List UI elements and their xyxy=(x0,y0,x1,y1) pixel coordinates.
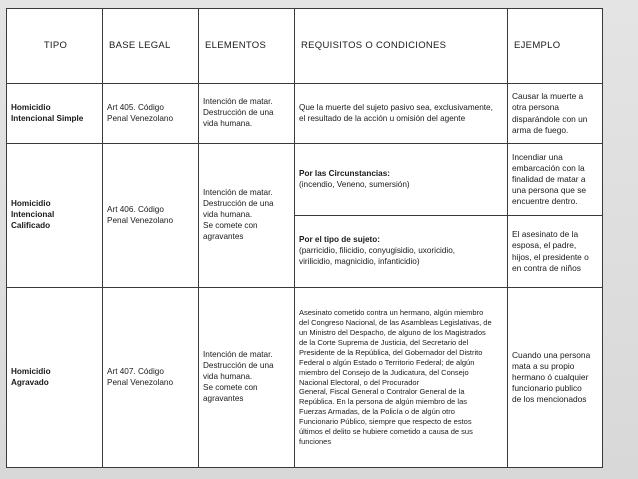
cell-ejemplo: Causar la muerte a otra persona disparándole con un arma de fuego. xyxy=(508,84,603,144)
cell-ejemplo: Cuando una persona mata a su propio hermano ó cualquier funcionario publico de los mencionados xyxy=(508,288,603,468)
cell-base: Art 405. Código Penal Venezolano xyxy=(103,84,199,144)
cell-ejemplo-sujeto: El asesinato de la esposa, el padre, hijos, el presidente o en contra de niños xyxy=(508,216,603,288)
legal-comparison-table xyxy=(6,8,603,468)
header-requisitos: REQUISITOS O CONDICIONES xyxy=(295,9,508,84)
cell-requisitos: Asesinato cometido contra un hermano, algún miembro del Congreso Nacional, de las Asambleas Legislativas, de un Ministro del Despacho, de alguno de los Magistrados de la Corte Suprema de Justicia, del Secretario del Presidente de la República, del Gobernador del Distrito Federal o algún Estado o Territorio Federal; de algún miembro del Consejo de la Judicatura, del Consejo Nacional Electoral, o del Procurador General, Fiscal General o Contralor General de la República. En la persona de algún miembro de las Fuerzas Armadas, de la Policía o de algún otro Funcionario Público, siempre que respecto de estos últimos el delito se hubiere cometido a causa de sus funciones xyxy=(295,288,508,468)
cell-requisitos-sujeto xyxy=(295,216,508,288)
cell-requisitos-circunstancias xyxy=(295,144,508,216)
cell-tipo: Homicidio Agravado xyxy=(7,288,103,468)
cell-elementos: Intención de matar. Destrucción de una vida humana. Se comete con agravantes xyxy=(199,144,295,288)
cell-base: Art 406. Código Penal Venezolano xyxy=(103,144,199,288)
table-row xyxy=(7,144,603,216)
header-base-legal: BASE LEGAL xyxy=(103,9,199,84)
cell-tipo: Homicidio Intencional Calificado xyxy=(7,144,103,288)
cell-elementos: Intención de matar. Destrucción de una vida humana. xyxy=(199,84,295,144)
requisitos-sujeto-title: Por el tipo de sujeto: xyxy=(299,235,380,245)
header-elementos: ELEMENTOS xyxy=(199,9,295,84)
requisitos-sujeto-text: (parricidio, filicidio, conyugisidio, uxoricidio, virilicidio, magnicidio, infanticidio) xyxy=(299,246,456,266)
header-row xyxy=(7,9,603,84)
cell-base: Art 407. Código Penal Venezolano xyxy=(103,288,199,468)
table-row xyxy=(7,288,603,468)
header-tipo: TIPO xyxy=(7,9,103,84)
cell-tipo: Homicidio Intencional Simple xyxy=(7,84,103,144)
table-row xyxy=(7,84,603,144)
cell-requisitos: Que la muerte del sujeto pasivo sea, exclusivamente, el resultado de la acción u omisión del agente xyxy=(295,84,508,144)
header-ejemplo: EJEMPLO xyxy=(508,9,603,84)
cell-ejemplo-circunstancias: Incendiar una embarcación con la finalidad de matar a una persona que se encuentre dentro. xyxy=(508,144,603,216)
cell-elementos: Intención de matar. Destrucción de una vida humana. Se comete con agravantes xyxy=(199,288,295,468)
requisitos-circunstancias-title: Por las Circunstancias: xyxy=(299,168,391,178)
requisitos-circunstancias-text: (incendio, Veneno, sumersión) xyxy=(299,179,410,189)
